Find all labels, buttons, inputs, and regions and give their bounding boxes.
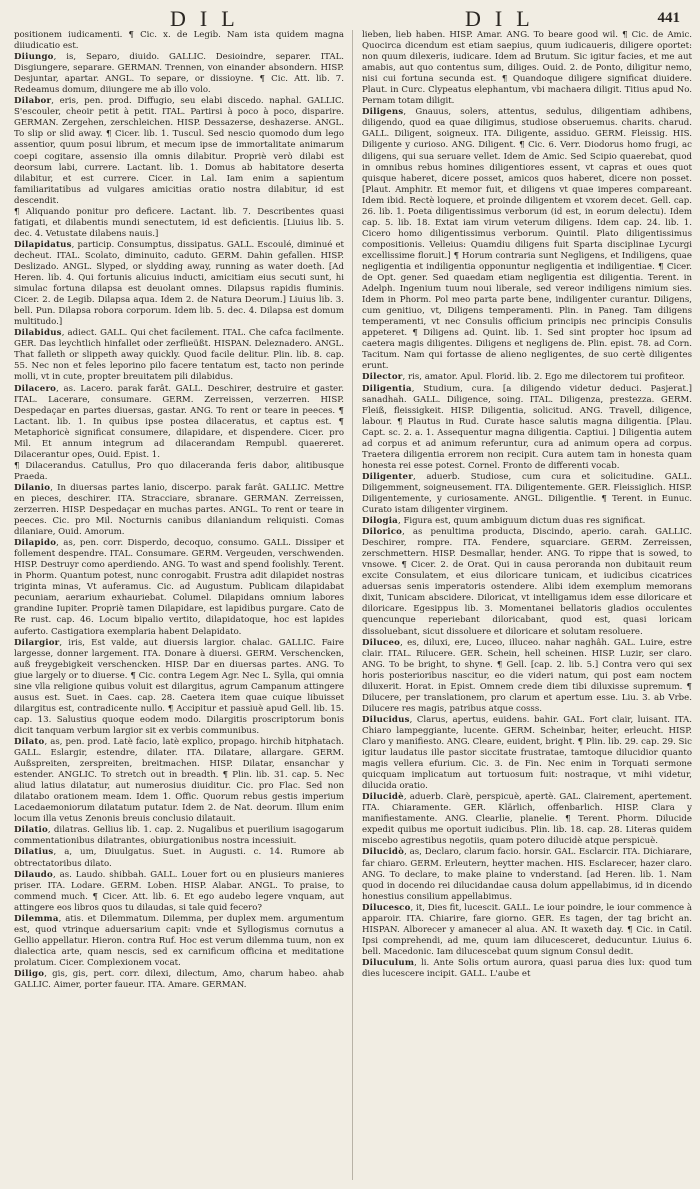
entry-headword: Dilapido bbox=[14, 538, 57, 549]
entry-headword: Dilemma bbox=[14, 913, 59, 924]
entry-text: a, um, Diuulgatus. Suet. in Augusti. c. 14. Rumore ab obtrectatoribus dilato. bbox=[14, 847, 344, 869]
page-number: 441 bbox=[657, 10, 680, 26]
entry-headword: Diligo bbox=[14, 968, 45, 979]
entry-text: li. Ante Solis ortum aurora, quasi parua dies lux: quod tum dies lucescere incipit. GALL. L'aube et bbox=[362, 957, 692, 979]
left-column bbox=[14, 30, 344, 1180]
dictionary-entry: Dilanio, In diuersas partes lanio, discerpo. parak farât. GALLIC. Mettre en pieces, deschirer. ITA. Stracciare, sbranare. GERMAN. Zerreissen, zerzerren. HISP. Despedaçar en muchas partes. ANGL. To rent or teare in peeces. Cic. pro Mil. Nocturnis canibus dilaniandum reliquisti. Comas dilaniare, Ouid. Amorum. bbox=[14, 482, 344, 538]
entry-text: iris, Est valde, aut diuersis largior. chalac. GALLIC. Faire largesse, donner largement. ITA. Donare à diuersi. GERM. Verschencken, auß freygebigkeit verschencken. HISP. Dar en diuersas partes. ANG. To giue largely or to diuerse. ¶ Cic. contra Legem Agr. Nec L. Sylla, qui omnia sine vlla religione quibus voluit est dilargitus, agrum Campanum attingere ausus est. Suet. in Caes. cap. 28. Caetera item quae cuique libuisset dilargitus est, contradicente nullo. ¶ Accipitur et passiuè apud Gell. lib. 15. cap. 13. Salustius quoque eodem modo. Dilargitis proscriptorum bonis dicit tanquam verbum largior sit ex verbis communibus. bbox=[14, 637, 344, 736]
entry-text: atis. et Dilemmatum. Dilemma, per duplex mem. argumentum est, quod vtrinque aduersarium capit: vnde et Syllogismus cornutus a Gellio appellatur. Hieron. contra Ruf. Hoc est verum dilemma tuum, non ex dialectica arte, quam nescis, sed ex carnificum officina et meditatione prolatum. Cicer. Complexionem vocat. bbox=[14, 913, 344, 968]
entry-headword: Dilaudo bbox=[14, 869, 53, 880]
dictionary-entry: Diligens, Gnauus, solers, attentus, sedulus, diligentiam adhibens, diligendo, quod ea quae diligimus, studiose obseruemus. charits. charud. GALL. Diligent, soigneux. ITA. Diligente, assiduo. GERM. Fleissig. HIS. Diligente y curioso. ANG. Diligent. ¶ Cic. 6. Verr. Diodorus homo frugi, ac diligens, qui sua seruare vellet. Idem de Amic. Sed Scipio quaerebat, quod in omnibus rebus homines diligentiores essent, vt capras et oues quot quisque haberet, dicere posset, amicos quos haberet, dicere non posset. [Plaut. Amphitr. Et memor fuit, et diligens vt quae imperes compareant. Idem ibid. Rectè loquere, et proinde diligentem et vxorem decet. Gell. cap. 26. lib. 1. Poeta diligentissimus verborum (id est, in eorum delectu). Idem cap. 5. lib. 18. Extat iam virum veterum diligens. Idem cap. 24. lib. 1. Cicero homo diligentissimus verborum. Quintil. Plato diligentissimus compositionis. Velleius: Quamdiu diligens fuit Sparta disciplinae Lycurgi excellissime floruit.] ¶ Horum contraria sunt Negligens, et Indiligens, quae negligentia et indiligentia opponuntur negligentia et indiligentiae. ¶ Cicer. de Opt. gener. Sed quaedam etiam negligentia est diligentia. Terent. in Adelph. Ingenium tuum noui liberale, sed vereor indiligens nimium sies. Idem in Phorm. Pol meo parta parte bene, indiligenter curantur. Diligens, cum genitiuo, vt, Diligens temperamenti. Plin. in Paneg. Tam diligens temperamenti, vt nec Consulis officium principis nec principis Consulis appeteret. ¶ Diligens ad. Quint. lib. 1. Sed sint propter hoc ipsum ad caetera magis diligentes. Diligens et negligens de. Plin. epist. 78. ad Corn. Tacitum. Nam qui fortasse de alieno negligentes, de suo certè diligentes erunt. bbox=[362, 107, 692, 372]
dictionary-entry: Dilabidus, adiect. GALL. Qui chet facilement. ITAL. Che cafca facilmente. GER. Das leychtlich hinfallet oder zerflieüßt. HISPAN. Deleznadero. ANGL. That falleth or slippeth away quickly. Quod facile delitur. Plin. lib. 8. cap. 55. Nec non et feles leporino pilo facere tentatum est, tacto non perinde molli, vt in cute, propter breuitatem pili dilabidus. bbox=[14, 328, 344, 383]
entry-text: ris, amator. Apul. Florid. lib. 2. Ego me dilectorem tui profiteor. bbox=[407, 372, 685, 383]
dictionary-entry bbox=[362, 30, 692, 107]
dictionary-entry bbox=[14, 30, 344, 52]
dictionary-entry: Diligo, gis, gis, pert. corr. dilexi, dilectum, Amo, charum habeo. ahab GALLIC. Aimer, porter faueur. ITA. Amare. GERMAN. bbox=[14, 968, 344, 991]
entry-headword: Dilucesco bbox=[362, 902, 411, 913]
dictionary-entry: Dilorico, as penultima producta, Discindo, aperio. carah. GALLIC. Deschirer, rompre. ITA. Fendere, squarciare. GERM. Zerreissen, zerschmettern. HISP. Desmallar, hender. ANG. To rippe that is sowed, to vnsowe. ¶ Cicer. 2. de Orat. Qui in causa peroranda non dubitauit reum excite Consulatem, et eius diloricare tunicam, et iudicibus cicatrices aduersas senis imperatoris ostendere. Alibi idem exemplum memorans dixit, Tunicam abscidere. Diloricat, vt intelligamus idem esse diloricare et diloricare. Egesippus lib. 3. Momentanei bellatoris gladios occulentes quencunque reperiebant diloricabant, quod est, quasi loricam dissoluebant, sicut dissoluere et diloricare et solutam resoluere. bbox=[362, 527, 692, 637]
entry-headword: Dilanio bbox=[14, 482, 51, 493]
right-running-head: DIL bbox=[465, 6, 544, 31]
entry-text: aduerb. Clarè, perspicuè, apertè. GAL. Clairement, apertement. ITA. Chiaramente. GER. Klärlich, offenbarlich. HISP. Clara y manifiestamente. ANG. Clearlie, planelie. ¶ Terent. Phorm. Dilucide expedit quibus me oportuit iudicibus. Plin. lib. 18. cap. 28. Literas quidem miscebo agrestibus negotiis, quam potero dilucidè atque perspicuè. bbox=[362, 792, 692, 847]
entry-text: as, pen. corr. Disperdo, decoquo, consumo. GALL. Dissiper et follement despendre. ITAL. Consumare. GERM. Vergeuden, verschwenden. HISP. Destruyr como aperdiendo. ANG. To wast and spend foolishly. Terent. in Phorm. Quantum potest, nunc conrogabit. Frustra adit dilapidet nostras triginta minas, Vt auferamus. Cic. ad Augustum. Publicam dilapidabat pecuniam, aerarium exhauriebat. Columel. Dilapidans omnium labores grandine Iupiter. Propriè tamen Dilapidare, est lapidibus purgare. Cato de Re rust. cap. 46. Locum bipalio vertito, dilapidatoque, hoc est lapides auferto. Castigatiora exemplaria habent Delapidato. bbox=[14, 538, 344, 637]
entry-headword: Dilatio bbox=[14, 825, 48, 836]
dictionary-entry: Diligentia, Studium, cura. [a diligendo videtur deduci. Pasjerat.] sanadhah. GALL. Diligence, soing. ITAL. Diligenza, prestezza. GERM. Fleiß, fleissigkeit. HISP. Diligentia, solicitud. ANG. Travell, diligence, labour. ¶ Plautus in Rud. Curate hasce salutis magna diligentia. [Plau. Capt. sc. 2. a. 1. Assequentur magna diligentia. Captiui. ] Diligentia autem ad corpus et ad animum referuntur, cura ad animum opera ad corpus. Traetera diligentia errorem non recipit. Cura autem tam in honesta quam honesta rei esse potest. Cornel. Fronto de differenti vocab. bbox=[362, 383, 692, 471]
entry-headword: Dilucidè bbox=[362, 792, 404, 803]
entry-headword: Diiungo bbox=[14, 52, 54, 63]
entry-text: gis, gis, pert. corr. dilexi, dilectum, Amo, charum habeo. ahab GALLIC. Aimer, porter faueur. ITA. Amare. GERMAN. bbox=[14, 968, 344, 991]
entry-headword: Dilorico bbox=[362, 527, 403, 538]
entry-headword: Dilatius bbox=[14, 847, 54, 858]
dictionary-entry: Dilogia, Figura est, quum ambiguum dictum duas res significat. bbox=[362, 516, 646, 527]
entry-headword: Dilabor bbox=[14, 96, 52, 107]
entry-text: In diuersas partes lanio, discerpo. parak farât. GALLIC. Mettre en pieces, deschirer. ITA. Stracciare, sbranare. GERMAN. Zerreissen, zerzerren. HISP. Despedaçar en muchas partes. ANGL. To rent or teare in peeces. Cic. pro Mil. Nocturnis canibus dilaniandum reliquisti. Comas dilaniare, Ouid. Amorum. bbox=[14, 482, 344, 538]
dictionary-entry: Dilucidò, as, Declaro, clarum facio. horsir. GAL. Esclarcir. ITA. Dichiarare, far chiaro. GERM. Erleutern, heytter machen. HIS. Esclarecer, hazer claro. ANG. To declare, to make plaine to vnderstand. [ad Heren. lib. 1. Nam quod in docendo rei dilucidandae causa dolum appellabimus, id in dicendo honestius consilium appellabimus. bbox=[362, 847, 692, 902]
entry-headword: Dilogia bbox=[362, 516, 398, 527]
entry-headword: Dilargior bbox=[14, 637, 60, 648]
entry-headword: Diligentia bbox=[362, 383, 412, 394]
entry-headword: Dilector bbox=[362, 372, 403, 383]
dictionary-entry: Dilemma, atis. et Dilemmatum. Dilemma, per duplex mem. argumentum est, quod vtrinque aduersarium capit: vnde et Syllogismus cornutus a Gellio appellatur. Hieron. contra Ruf. Hoc est verum dilemma tuum, non ex dialectica arte, quam nescis, sed ex carnificum officina et meditatione prolatum. Cicer. Complexionem vocat. bbox=[14, 913, 344, 968]
entry-text: as. Lacero. parak farât. GALL. Deschirer, destruire et gaster. ITAL. Lacerare, consumare. GERM. Zerreissen, verzerren. HISP. Despedaçar en partes diuersas, gastar. ANG. To rent or teare in peeces. ¶ Lactant. lib. 1. In quibus ipse postea dilaceratus, et captus est. ¶ Metaphoricè significat consumere, dilapidare, et dispendere. Cicer. pro Mil. Et annum integrum ad dilacerandam Rempubl. quaereret. Dilacerantur opes, Ouid. Epist. 1. bbox=[14, 383, 344, 460]
entry-text: dilatras. Gellius lib. 1. cap. 2. Nugalibus et puerilium isagogarum commentationibus dilatrantes, obiurgationibus nostra incessiuit. bbox=[14, 825, 344, 847]
dictionary-entry: Dilucesco, it, Dies fit, lucescit. GALL. Le iour poindre, le iour commence à apparoir. ITA. Chiarire, fare giorno. GER. Es tagen, der tag bricht an. HISPAN. Alborecer y amanecer al alua. AN. It waxeth day. ¶ Cic. in Catil. Ipsi comprehendi, ad me, quum iam dilucesceret, deducuntur. Liuius 6. bell. Macedonic. Iam dilucescebat quum signum Consul dedit. bbox=[362, 902, 692, 957]
entry-headword: Dilato bbox=[14, 737, 45, 747]
column-divider bbox=[352, 30, 353, 1180]
entry-text: particip. Consumptus, dissipatus. GALL. Escoulé, diminué et decheut. ITAL. Scolato, diminuito, caduto. GERM. Dahin gefallen. HISP. Deslizado. ANGL. Slyped, or slydding away, running as water doeth. [Ad Heren. lib. 4. Qui fortunis alicuius inducti, amicitiam eius secuti sunt, hi simulac fortuna dilapsa est deuolant omnes. Dilapsus rapidis fluminis. Cicer. 2. de Legib. Dilapsa aqua. Idem 2. de Natura Deorum.] Liuius lib. 3. bell. Pun. Dilapsa robora corporum. Idem lib. 5. dec. 4. Dilapsa est domum multitudo.] bbox=[14, 239, 344, 328]
entry-text: lieben, lieb haben. HISP. Amar. ANG. To beare good wil. ¶ Cic. de Amic. Quocirca dicendum est etiam saepius, quum iudicaueris, diligere oportet: non quum dilexeris, iudicare. Idem ad Brutum. Sic igitur facies, et me aut amabis, aut quo contentus sum, diliges. Ouid. 2. de Ponto, diligitur nemo, nisi cui fortuna secunda est. ¶ Quandoque diligere significat diuidere. Plaut. in Curc. Clypeatus elephantum, vbi machaera diligit. Titius apud No. Pernam totam diligit. bbox=[362, 30, 692, 107]
entry-text: ¶ Aliquando ponitur pro deficere. Lactant. lib. 7. Describentes quasi fatigati, et dilabentis mundi senectutem, id est deficientis. [Liuius lib. 5. dec. 4. Vetustate dilabens nauis.] bbox=[14, 206, 344, 239]
dictionary-entry: Dilatius, a, um, Diuulgatus. Suet. in Augusti. c. 14. Rumore ab obtrectatoribus dilato. bbox=[14, 847, 344, 869]
dictionary-entry bbox=[14, 207, 344, 240]
dictionary-entry: Dilapido, as, pen. corr. Disperdo, decoquo, consumo. GALL. Dissiper et follement despendre. ITAL. Consumare. GERM. Vergeuden, verschwenden. HISP. Destruyr como aperdiendo. ANG. To wast and spend foolishly. Terent. in Phorm. Quantum potest, nunc conrogabit. Frustra adit dilapidet nostras triginta minas, Vt auferamus. Cic. ad Augustum. Publicam dilapidabat pecuniam, aerarium exhauriebat. Columel. Dilapidans omnium labores grandine Iupiter. Propriè tamen Dilapidare, est lapidibus purgare. Cato de Re rust. cap. 46. Locum bipalio vertito, dilapidatoque, hoc est lapides auferto. Castigatiora exemplaria habent Delapidato. bbox=[14, 538, 344, 637]
dictionary-entry: Diligenter, aduerb. Studiose, cum cura et solicitudine. GALL. Diligemment, soigneusement. ITA. Diligentemente. GER. Fleissiglich. HISP. Diligentemente, y curiosamente. ANGL. Diligentlie. ¶ Terent. in Eunuc. Curato istam diligenter virginem. bbox=[362, 471, 692, 516]
entry-headword: Diligens bbox=[362, 107, 404, 118]
dictionary-entry: Dilato, as, pen. prod. Latè facio, latè explico, propago. hirchib hitphatach. GALL. Eslargir, estendre, dilater. ITA. Dilatare, allargare. GERM. Außspreiten, zerspreiten, breitmachen. HISP. Dilatar, ensanchar y estender. ANGLIC. To stretch out in breadth. ¶ Plin. lib. 31. cap. 5. Nec aliud latius dilatatur, aut numerosius diuiditur. Cic. pro Flac. Sed non dilatabo orationem meam. Idem 1. Offic. Quorum rebus gestis imperium Lacedaemoniorum dilatatum putatur. Idem 2. de Nat. deorum. Illum enim locum illa vetus Zenonis breuis conclusio dilatauit. bbox=[14, 737, 344, 825]
entry-text: ¶ Dilacerandus. Catullus, Pro quo dilaceranda feris dabor, alitibusque Praeda. bbox=[14, 460, 344, 482]
dictionary-entry: Dilapidatus, particip. Consumptus, dissipatus. GALL. Escoulé, diminué et decheut. ITAL. Scolato, diminuito, caduto. GERM. Dahin gefallen. HISP. Deslizado. ANGL. Slyped, or slydding away, running as water doeth. [Ad Heren. lib. 4. Qui fortunis alicuius inducti, amicitiam eius secuti sunt, hi simulac fortuna dilapsa est deuolant omnes. Dilapsus rapidis fluminis. Cicer. 2. de Legib. Dilapsa aqua. Idem 2. de Natura Deorum.] Liuius lib. 3. bell. Pun. Dilapsa robora corporum. Idem lib. 5. dec. 4. Dilapsa est domum multitudo.] bbox=[14, 239, 344, 328]
right-column bbox=[362, 30, 692, 1180]
entry-text: as, Declaro, clarum facio. horsir. GAL. Esclarcir. ITA. Dichiarare, far chiaro. GERM. Erleutern, heytter machen. HIS. Esclarecer, hazer claro. ANG. To declare, to make plaine to vnderstand. [ad Heren. lib. 1. Nam quod in docendo rei dilucidandae causa dolum appellabimus, id in dicendo honestius consilium appellabimus. bbox=[362, 847, 692, 902]
entry-headword: Dilucidus bbox=[362, 714, 410, 725]
entry-headword: Dilucidò bbox=[362, 847, 405, 858]
dictionary-entry: Dilucidus, Clarus, apertus, euidens. bahir. GAL. Fort clair, luisant. ITA. Chiaro lampeggiante, lucente. GERM. Scheinbar, heiter, erleucht. HISP. Claro y manifiesto. ANG. Cleare, euident, bright. ¶ Plin. lib. 29. cap. 29. Sic igitur laudatus ille pastor siccitate frustratae, tamtoque dilucidior quanto magis vellera efurium. Cic. 3. de Fin. Nec enim in Torquati sermone quicquam implicatum aut tortuosum fuit: nostraque, vt mihi videtur, dilucida oratio. bbox=[362, 714, 692, 792]
dictionary-entry: Dilatio, dilatras. Gellius lib. 1. cap. 2. Nugalibus et puerilium isagogarum commentationibus dilatrantes, obiurgationibus nostra incessiuit. bbox=[14, 825, 344, 847]
entry-text: it, Dies fit, lucescit. GALL. Le iour poindre, le iour commence à apparoir. ITA. Chiarire, fare giorno. GER. Es tagen, der tag bricht an. HISPAN. Alborecer y amanecer al alua. AN. It waxeth day. ¶ Cic. in Catil. Ipsi comprehendi, ad me, quum iam dilucesceret, deducuntur. Liuius 6. bell. Macedonic. Iam dilucescebat quum signum Consul dedit. bbox=[362, 902, 692, 957]
entry-text: as. Laudo. shibbah. GALL. Louer fort ou en plusieurs manieres priser. ITA. Lodare. GERM. Loben. HISP. Alabar. ANGL. To praise, to commend much. ¶ Cicer. Att. lib. 6. Et ego audebo legere vnquam, aut attingere eos libros quos tu dilaudas, si tale quid fecero? bbox=[14, 869, 344, 913]
entry-headword: Diluculum bbox=[362, 957, 415, 968]
entry-text: adiect. GALL. Qui chet facilement. ITAL. Che cafca facilmente. GER. Das leychtlich hinfallet oder zerflieüßt. HISPAN. Deleznadero. ANGL. That falleth or slippeth away quickly. Quod facile delitur. Plin. lib. 8. cap. 55. Nec non et feles leporino pilo facere tentatum est, tacto non perinde molli, vt in cute, propter breuitatem pili dilabidus. bbox=[14, 328, 344, 383]
dictionary-entry: Dilector, ris, amator. Apul. Florid. lib. 2. Ego me dilectorem tui profiteor. bbox=[362, 372, 685, 383]
entry-text: eris, pen. prod. Diffugio, seu elabi discedo. naphal. GALLIC. S'escouler, cheoir petit à petit. ITAL. Partirsi à poco à poco, disparire. GERMAN. Zergehen, zerschleichen. HISP. Dessazerse, deshazerse. ANGL. To slip or slid away. ¶ Cicer. lib. 1. Tuscul. Sed nescio quomodo dum lego assentior, quum posui librum, et mecum ipse de immortalitate animarum coepi cogitare, assensio illa omnis dilabitur. Propriè verò dilabi est deorsum labi, currere. Lactant. lib. 1. Domus ab habitatore deserta dilabitur, et est currere. Cicer. in Lal. Iam enim a sapientum familiaritatibus ad vulgares amicitias oratio nostra dilabitur, id est descendit. bbox=[14, 96, 344, 206]
dictionary-entry: Dilacero, as. Lacero. parak farât. GALL. Deschirer, destruire et gaster. ITAL. Lacerare, consumare. GERM. Zerreissen, verzerren. HISP. Despedaçar en partes diuersas, gastar. ANG. To rent or teare in peeces. ¶ Lactant. lib. 1. In quibus ipse postea dilaceratus, et captus est. ¶ Metaphoricè significat consumere, dilapidare, et dispendere. Cicer. pro Mil. Et annum integrum ad dilacerandam Rempubl. quaereret. Dilacerantur opes, Ouid. Epist. 1. bbox=[14, 383, 344, 460]
entry-text: Figura est, quum ambiguum dictum duas res significat. bbox=[403, 516, 646, 527]
entry-text: as, pen. prod. Latè facio, latè explico, propago. hirchib hitphatach. GALL. Eslargir, estendre, dilater. ITA. Dilatare, allargare. GERM. Außspreiten, zerspreiten, breitmachen. HISP. Dilatar, ensanchar y estender. ANGLIC. To stretch out in breadth. ¶ Plin. lib. 31. cap. 5. Nec aliud latius dilatatur, aut numerosius diuiditur. Cic. pro Flac. Sed non dilatabo orationem meam. Idem 1. Offic. Quorum rebus gestis imperium Lacedaemoniorum dilatatum putatur. Idem 2. de Nat. deorum. Illum enim locum illa vetus Zenonis breuis conclusio dilatauit. bbox=[14, 737, 344, 825]
entry-headword: Dilapidatus bbox=[14, 239, 72, 250]
entry-text: Studium, cura. [a diligendo videtur deduci. Pasjerat.] sanadhah. GALL. Diligence, soing. ITAL. Diligenza, prestezza. GERM. Fleiß, fleissigkeit. HISP. Diligentia, solicitud. ANG. Travell, diligence, labour. ¶ Plautus in Rud. Curate hasce salutis magna diligentia. [Plau. Capt. sc. 2. a. 1. Assequentur magna diligentia. Captiui. ] Diligentia autem ad corpus et ad animum referuntur, cura ad animum opera ad corpus. Traetera diligentia errorem non recipit. Cura autem tam in honesta quam honesta rei esse potest. Cornel. Fronto de differenti vocab. bbox=[362, 383, 692, 471]
entry-text: Gnauus, solers, attentus, sedulus, diligentiam adhibens, diligendo, quod ea quae diligimus, studiose obseruemus. charits. charud. GALL. Diligent, soigneux. ITA. Diligente, assiduo. GERM. Fleissig. HIS. Diligente y curioso. ANG. Diligent. ¶ Cic. 6. Verr. Diodorus homo frugi, ac diligens, qui sua seruare vellet. Idem de Amic. Sed Scipio quaerebat, quod in omnibus rebus homines diligentiores essent, vt capras et oues quot quisque haberet, dicere posset, amicos quos haberet, dicere non posset. [Plaut. Amphitr. Et memor fuit, et diligens vt quae imperes compareant. Idem ibid. Rectè loquere, et proinde diligentem et vxorem decet. Gell. cap. 26. lib. 1. Poeta diligentissimus verborum (id est, in eorum delectu). Idem cap. 5. lib. 18. Extat iam virum veterum diligens. Idem cap. 24. lib. 1. Cicero homo diligentissimus verborum. Quintil. Plato diligentissimus compositionis. Velleius: Quamdiu diligens fuit Sparta disciplinae Lycurgi excellissime floruit.] ¶ Horum contraria sunt Negligens, et Indiligens, quae negligentia et indiligentia opponuntur negligentia et indiligentiae. ¶ Cicer. de Opt. gener. Sed quaedam etiam negligentia est diligentia. Terent. in Adelph. Ingenium tuum noui liberale, sed vereor indiligens nimium sies. Idem in Phorm. Pol meo parta parte bene, indiligenter curantur. Diligens, cum genitiuo, vt, Diligens temperamenti. Plin. in Paneg. Tam diligens temperamenti, vt nec Consulis officium principis nec principis Consulis appeteret. ¶ Diligens ad. Quint. lib. 1. Sed sint propter hoc ipsum ad caetera magis diligentes. Diligens et negligens de. Plin. epist. 78. ad Corn. Tacitum. Nam qui fortasse de alieno negligentes, de suo certè diligentes erunt. bbox=[362, 107, 692, 372]
entry-headword: Diluceo bbox=[362, 637, 401, 648]
dictionary-entry bbox=[14, 461, 344, 483]
entry-headword: Dilabidus bbox=[14, 328, 62, 339]
dictionary-entry: Dilargior, iris, Est valde, aut diuersis largior. chalac. GALLIC. Faire largesse, donner largement. ITA. Donare à diuersi. GERM. Verschencken, auß freygebigkeit verschencken. HISP. Dar en diuersas partes. ANG. To giue largely or to diuerse. ¶ Cic. contra Legem Agr. Nec L. Sylla, qui omnia sine vlla religione quibus voluit est dilargitus, agrum Campanum attingere ausus est. Suet. in Caes. cap. 28. Caetera item quae cuique libuisset dilargitus est, contradicente nullo. ¶ Accipitur et passiuè apud Gell. lib. 15. cap. 13. Salustius quoque eodem modo. Dilargitis proscriptorum bonis dicit tanquam verbum largior sit ex verbis communibus. bbox=[14, 637, 344, 736]
dictionary-entry: Diluceo, es, diluxi, ere, Luceo, illuceo. nahar naghâh. GAL. Luire, estre clair. ITAL. Rilucere. GER. Schein, hell scheinen. HISP. Luzir, ser claro. ANG. To be bright, to shyne. ¶ Gell. [cap. 2. lib. 5.] Contra vero qui sex horis posterioribus nascitur, eo die videri natum, qui post eam noctem diluxerit. Horat. in Epist. Omnem crede diem tibi diluxisse supremum. ¶ Dilucere, per translationem, pro clarum et apertum esse. Liu. 3. ab Vrbe. Dilucere res magis, patribus atque cosss. bbox=[362, 637, 692, 714]
entry-text: aduerb. Studiose, cum cura et solicitudine. GALL. Diligemment, soigneusement. ITA. Diligentemente. GER. Fleissiglich. HISP. Diligentemente, y curiosamente. ANGL. Diligentlie. ¶ Terent. in Eunuc. Curato istam diligenter virginem. bbox=[362, 471, 692, 516]
entry-text: positionem iudicamenti. ¶ Cic. x. de Legib. Nam ista quidem magna diiudicatio est. bbox=[14, 30, 344, 52]
left-running-head: DIL bbox=[170, 6, 249, 31]
dictionary-entry: Diiungo, is, Separo, diuido. GALLIC. Desioindre, separer. ITAL. Disgiungere, separare. GERMAN. Trennen, von einander absondern. HISP. Desjuntar, apartar. ANGL. To separe, or dissioyne. ¶ Cic. Att. lib. 7. Redeamus domum, diiungere me ab illo volo. bbox=[14, 52, 344, 96]
dictionary-entry: Dilaudo, as. Laudo. shibbah. GALL. Louer fort ou en plusieurs manieres priser. ITA. Lodare. GERM. Loben. HISP. Alabar. ANGL. To praise, to commend much. ¶ Cicer. Att. lib. 6. Et ego audebo legere vnquam, aut attingere eos libros quos tu dilaudas, si tale quid fecero? bbox=[14, 869, 344, 913]
dictionary-entry: Dilabor, eris, pen. prod. Diffugio, seu elabi discedo. naphal. GALLIC. S'escouler, cheoir petit à petit. ITAL. Partirsi à poco à poco, disparire. GERMAN. Zergehen, zerschleichen. HISP. Dessazerse, deshazerse. ANGL. To slip or slid away. ¶ Cicer. lib. 1. Tuscul. Sed nescio quomodo dum lego assentior, quum posui librum, et mecum ipse de immortalitate animarum coepi cogitare, assensio illa omnis dilabitur. Propriè verò dilabi est deorsum labi, currere. Lactant. lib. 1. Domus ab habitatore deserta dilabitur, et est currere. Cicer. in Lal. Iam enim a sapientum familiaritatibus ad vulgares amicitias oratio nostra dilabitur, id est descendit. bbox=[14, 96, 344, 206]
entry-text: Clarus, apertus, euidens. bahir. GAL. Fort clair, luisant. ITA. Chiaro lampeggiante, lucente. GERM. Scheinbar, heiter, erleucht. HISP. Claro y manifiesto. ANG. Cleare, euident, bright. ¶ Plin. lib. 29. cap. 29. Sic igitur laudatus ille pastor siccitate frustratae, tamtoque dilucidior quanto magis vellera efurium. Cic. 3. de Fin. Nec enim in Torquati sermone quicquam implicatum aut tortuosum fuit: nostraque, vt mihi videtur, dilucida oratio. bbox=[362, 714, 692, 792]
dictionary-entry: Dilucidè, aduerb. Clarè, perspicuè, apertè. GAL. Clairement, apertement. ITA. Chiaramente. GER. Klärlich, offenbarlich. HISP. Clara y manifiestamente. ANG. Clearlie, planelie. ¶ Terent. Phorm. Dilucide expedit quibus me oportuit iudicibus. Plin. lib. 18. cap. 28. Literas quidem miscebo agrestibus negotiis, quam potero dilucidè atque perspicuè. bbox=[362, 792, 692, 847]
entry-text: is, Separo, diuido. GALLIC. Desioindre, separer. ITAL. Disgiungere, separare. GERMAN. Trennen, von einander absondern. HISP. Desjuntar, apartar. ANGL. To separe, or dissioyne. ¶ Cic. Att. lib. 7. Redeamus domum, diiungere me ab illo volo. bbox=[14, 52, 344, 96]
entry-text: as penultima producta, Discindo, aperio. carah. GALLIC. Deschirer, rompre. ITA. Fendere, squarciare. GERM. Zerreissen, zerschmettern. HISP. Desmallar, hender. ANG. To rippe that is sowed, to vnsowe. ¶ Cicer. 2. de Orat. Qui in causa peroranda non dubitauit reum excite Consulatem, et eius diloricare tunicam, et iudicibus cicatrices aduersas senis imperatoris ostendere. Alibi idem exemplum memorans dixit, Tunicam abscidere. Diloricat, vt intelligamus idem esse diloricare et diloricare. Egesippus lib. 3. Momentanei bellatoris gladios occulentes quencunque reperiebant diloricabant, quod est, quasi loricam dissoluebant, sicut dissoluere et diloricare et solutam resoluere. bbox=[362, 527, 692, 637]
dictionary-entry: Diluculum, li. Ante Solis ortum aurora, quasi parua dies lux: quod tum dies lucescere incipit. GALL. L'aube et bbox=[362, 957, 692, 979]
entry-text: es, diluxi, ere, Luceo, illuceo. nahar naghâh. GAL. Luire, estre clair. ITAL. Rilucere. GER. Schein, hell scheinen. HISP. Luzir, ser claro. ANG. To be bright, to shyne. ¶ Gell. [cap. 2. lib. 5.] Contra vero qui sex horis posterioribus nascitur, eo die videri natum, qui post eam noctem diluxerit. Horat. in Epist. Omnem crede diem tibi diluxisse supremum. ¶ Dilucere, per translationem, pro clarum et apertum esse. Liu. 3. ab Vrbe. Dilucere res magis, patribus atque cosss. bbox=[362, 637, 692, 714]
entry-headword: Diligenter bbox=[362, 471, 413, 482]
entry-headword: Dilacero bbox=[14, 383, 57, 394]
